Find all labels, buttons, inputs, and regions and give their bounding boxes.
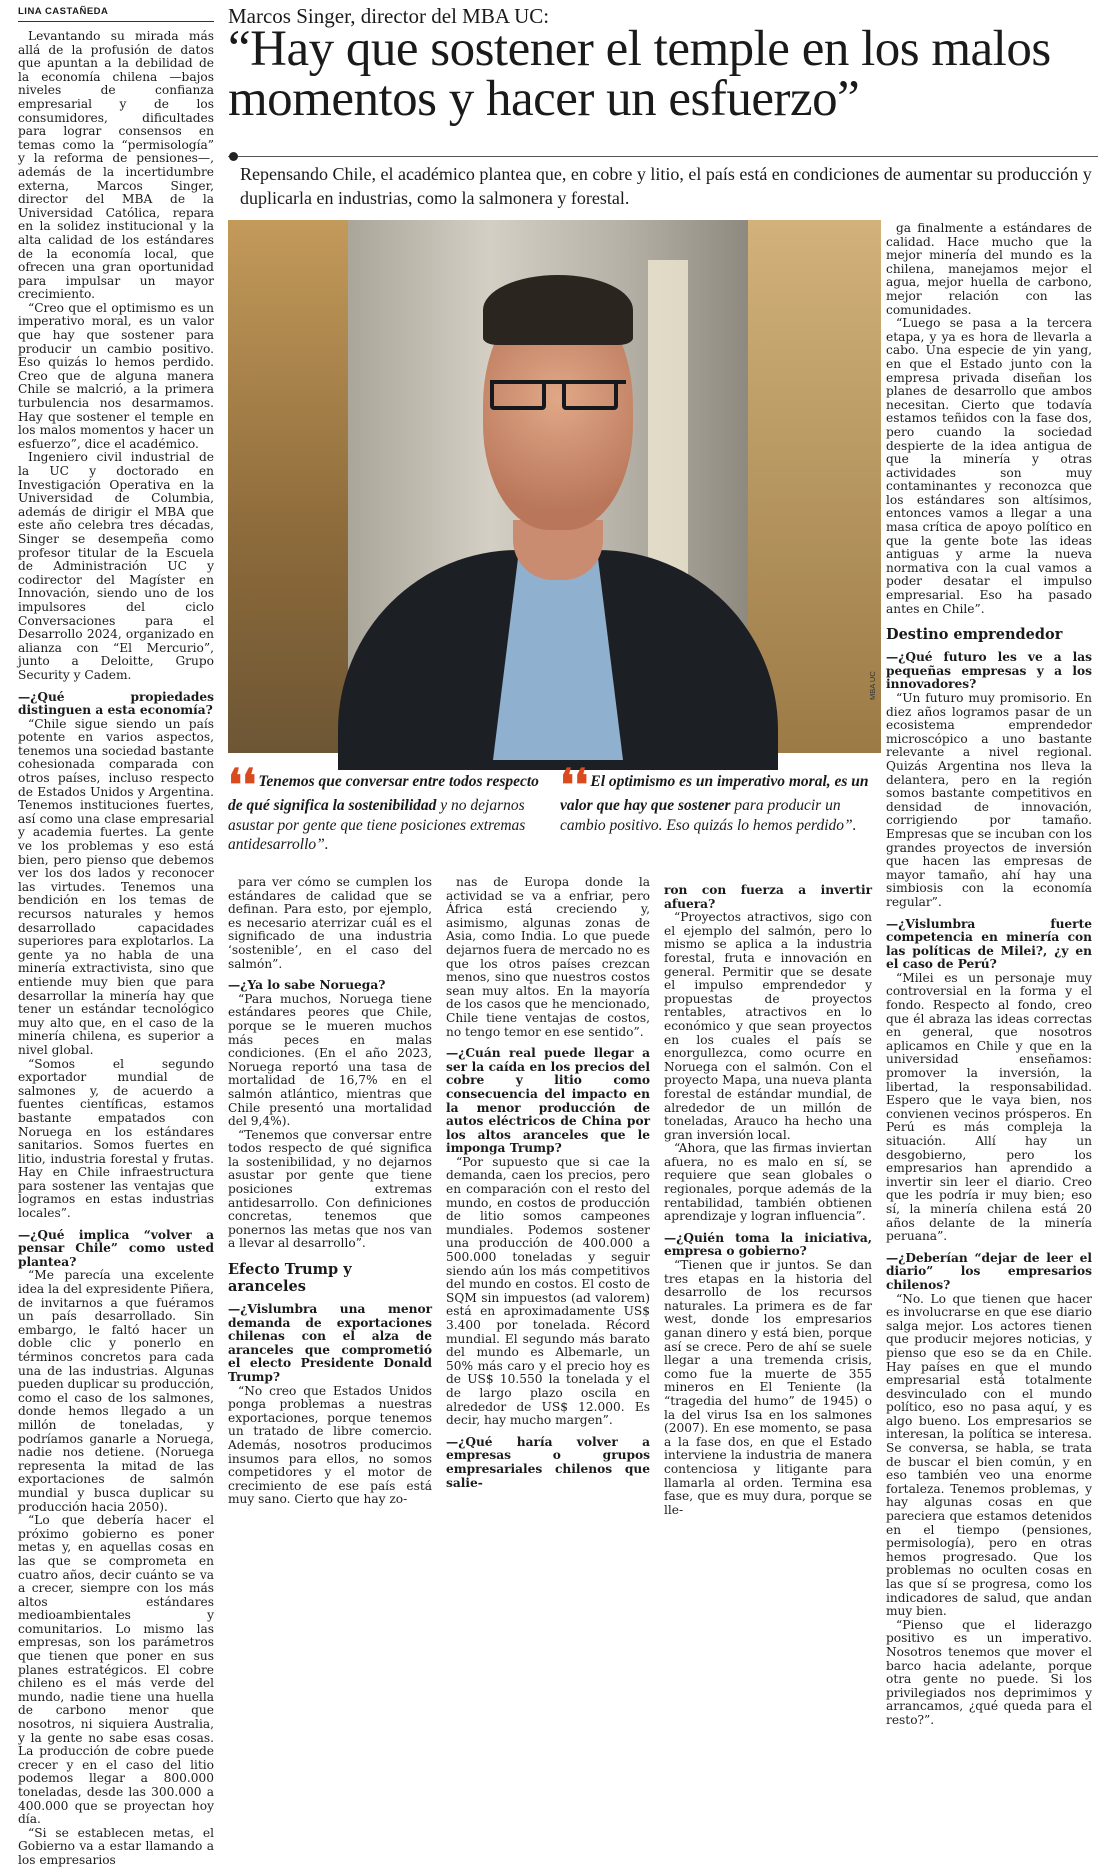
body-paragraph: “Chile sigue siendo un país potente en varios aspectos, tenemos una sociedad bastante cohesionada comparada con otros países, incluso respecto de Estados Unidos y Argentina. Tenemos instituciones fuertes, así como una clase empresarial y academia fuertes. La gente ve los problemas y eso está bien, pero pienso que debemos ver los dos lados y reconocer las virtudes. Tenemos una bendición en los temas de recursos naturales y hemos desarrollado capacidades superiores para explotarlos. La gente ya no habla de una minería extractivista, sino que entiende muy bien que para desarrollar la minería hay que tener un estándar tecnológico muy alto que, en el caso de la minería chilena, es superior a nivel global. xyxy=(18,716,214,1057)
body-paragraph: “Por supuesto que si cae la demanda, caen los precios, pero en comparación con el resto del mundo, en costos de producción de litio somos campeones mundiales. Podemos sostener una producción de 400.000 a 500.000 toneladas y seguir siendo aún los más competitivos del mundo en costos. El costo de SQM sin impuestos (ad valorem) está en aproximadamente US$ 3.400 por tonelada. Récord mundial. El segundo más barato del mundo es Albemarle, un 50% más caro y el precio hoy es de US$ 10.550 la tonelada y el de largo plazo oscila en alrededor de US$ 12.000. Es decir, hay mucho margen”. xyxy=(446,1154,650,1428)
photo-hair xyxy=(483,275,633,345)
interview-question: —¿Qué implica “volver a pensar Chile” como usted plantea? xyxy=(18,1227,214,1269)
bullet-dot-icon xyxy=(229,152,238,161)
pullquote-2-rest: para producir un cambio positivo. Eso quizás lo hemos perdido”. xyxy=(560,797,857,834)
dek: Repensando Chile, el académico plantea que, en cobre y litio, el país está en condiciones de aumentar su producción y duplicarla en industrias, como la salmonera y forestal. xyxy=(240,164,1092,208)
section-heading: Destino emprendedor xyxy=(886,626,1063,644)
column-3 xyxy=(446,875,650,1490)
interview-question: ron con fuerza a invertir afuera? xyxy=(664,883,872,911)
quote-mark-icon: ❛❛ xyxy=(560,760,589,811)
body-paragraph: “Ahora, que las firmas inviertan afuera, no es malo en sí, se requiere que sean globales o regionales, porque además de la rentabilidad, también obtienen aprendizaje y logran influencia”. xyxy=(664,1141,872,1224)
column-5 xyxy=(886,221,1092,1727)
interview-question: —¿Cuán real puede llegar a ser la caída en los precios del cobre y litio como consecuencia del impacto en la menor producción de autos eléctricos de China por los altos aranceles que le imponga Trump? xyxy=(446,1046,650,1156)
quote-mark-icon: ❛❛ xyxy=(228,760,257,811)
photo-wall-left xyxy=(228,220,348,753)
body-paragraph: “Tenemos que conversar entre todos respecto de qué significa la sostenibilidad, y no dejarnos asustar por gente que tiene posiciones extremas antidesarrollo. Con definiciones concretas, tenemos que ponernos las metas que nos van a llevar al desarrollo”. xyxy=(228,1127,432,1251)
body-paragraph: “Pienso que el liderazgo positivo es un imperativo. Nosotros tenemos que mover el barco hacia adelante, porque otra gente no puede. Si los privilegiados nos deprimimos y arrancamos, ¿qué queda para el resto?”. xyxy=(886,1617,1092,1727)
body-paragraph: “Tienen que ir juntos. Se dan tres etapas en la historia del desarrollo de los recursos naturales. La primera es de far west, donde los empresarios ganan dinero y está bien, porque así se crece. Pero de ahí se suele llegar a una tremenda crisis, como fue la muerte de 355 mineros en El Teniente (la “tragedia del humo” de 1945) o la del virus Isa en los salmones (2007). En ese momento, se pasa a la fase dos, en que el Estado interviene la industria de manera contenciosa y litigante para llamarla al orden. Termina esa fase, que es muy dura, porque se lle- xyxy=(664,1258,872,1517)
section-heading: Efecto Trump y aranceles xyxy=(228,1261,352,1296)
interview-question: —¿Qué propiedades distinguen a esta economía? xyxy=(18,689,214,718)
byline: LINA CASTAÑEDA xyxy=(18,6,109,17)
body-paragraph: “Somos el segundo exportador mundial de salmones y, de acuerdo a fuentes científicas, estamos bastante empatados con Noruega en los estándares sanitarios. Somos fuertes en litio, industria forestal y frutas. Hay en Chile infraestructura para sostener las ventajas que logramos en estas industrias locales”. xyxy=(18,1056,214,1221)
pullquote-1-rest: y no dejarnos asustar por gente que tiene posiciones extremas antidesarrollo”. xyxy=(228,797,526,853)
body-paragraph: “Para muchos, Noruega tiene estándares peores que Chile, porque se le mueren muchos más peces en malas condiciones. (En el año 2023, Noruega reportó una tasa de mortalidad de 16,7% en el salmón atlántico, mientras que Chile presentó una mortalidad del 9,4%). xyxy=(228,991,432,1129)
body-paragraph: “Milei es un personaje muy controversial en la forma y el fondo. Respecto al fondo, creo que él abraza las ideas correctas en general, que nosotros aplicamos en Chile y que en la universidad enseñamos: promover la inversión, la libertad, la responsabilidad. Espero que le vaya bien, nos convienen vecinos prósperos. En Perú es más compleja la situación. Allí hay un desgobierno, pero los empresarios han aprendido a invertir sin leer el diario. Creo que les podría ir muy bien; eso sí, la minería chilena está 20 años delante de la minería peruana”. xyxy=(886,970,1092,1244)
byline-rule xyxy=(18,21,214,22)
body-paragraph: nas de Europa donde la actividad se va a enfriar, pero África está creciendo y, asimismo, algunas zonas de Asia, como India. Lo que puede dejarnos fuera de mercado no es que los otros países crezcan menos, sino que nuestros costos sean muy altos. En la mayoría de los casos que he mencionado, Chile tiene ventajas de costos, no tengo temor en ese sentido”. xyxy=(446,875,650,1039)
column-1 xyxy=(18,29,214,1867)
interview-question: —¿Quién toma la iniciativa, empresa o gobierno? xyxy=(664,1230,872,1259)
body-paragraph: “Lo que debería hacer el próximo gobierno es poner metas y, en aquellas cosas en las que se comprometa en cuatro años, decir cuánto se va a crecer, siempre con los más altos estándares medioambientales y comunitarios. Lo mismo las empresas, son los parámetros que tienen que poner en sus planes estratégicos. El cobre chileno es el más verde del mundo, nadie tiene una huella de carbono menor que nosotros, ni siquiera Australia, y la gente no sabe esas cosas. La producción de cobre puede crecer y en el caso del litio podemos llegar a 800.000 toneladas, desde las 300.000 a 400.000 que se proyectan hoy día. xyxy=(18,1513,214,1827)
body-paragraph: para ver cómo se cumplen los estándares de calidad que se definan. Para esto, por ejemplo, es necesario aterrizar cuál es el significado de una industria ‘sostenible’, en el caso del salmón”. xyxy=(228,875,432,971)
body-paragraph: “Si se establecen metas, el Gobierno va a estar llamando a los empresarios xyxy=(18,1825,214,1867)
body-paragraph: “Creo que el optimismo es un imperativo moral, es un valor que hay que sostener para producir un cambio positivo. Eso quizás lo hemos perdido. Creo que de alguna manera Chile se malcrió, a la primera turbulencia nos desarmamos. Hay que sostener el temple en los malos momentos y hacer un esfuerzo”, dice el académico. xyxy=(18,300,214,451)
column-2 xyxy=(228,875,432,1507)
portrait-photo xyxy=(228,220,881,753)
interview-question: —¿Deberían “dejar de leer el diario” los empresarios chilenos? xyxy=(886,1250,1092,1292)
body-paragraph: “Un futuro muy promisorio. En diez años logramos pasar de un ecosistema emprendedor microscópico a uno bastante relevante a nivel regional. Quizás Argentina nos lleva la delantera, pero en la región somos bastante competitivos en densidad de innovación, corrigiendo por tamaño. Empresas que se incuban con los grandes proyectos de inversión que hacen las empresas de mayor tamaño, ahí hay una simbiosis con la economía regular”. xyxy=(886,691,1092,909)
kicker: Marcos Singer, director del MBA UC: xyxy=(228,4,550,28)
headline: “Hay que sostener el temple en los malos momentos y hacer un esfuerzo” xyxy=(228,21,1051,127)
interview-question: —¿Vislumbra una menor demanda de exportaciones chilenas con el alza de aranceles que comprometió el electo Presidente Donald Trump? xyxy=(228,1302,432,1384)
body-paragraph: “Me parecía una excelente idea la del expresidente Piñera, de invitarnos a que fuéramos un país desarrollado. Sin embargo, le faltó hacer un doble clic y ponerlo en términos concretos para cada una de las industrias. Algunas pueden duplicar su producción, como el caso de los salmones, donde hemos llegado a un millón de toneladas, y podríamos ganarle a Noruega, nadie nos detiene. (Noruega representa la mitad de las exportaciones de salmón mundial y busca duplicar su producción hacia 2050). xyxy=(18,1268,214,1514)
interview-question: —¿Ya lo sabe Noruega? xyxy=(228,978,386,993)
interview-question: —¿Vislumbra fuerte competencia en minería con las políticas de Milei?, ¿y en el caso de Perú? xyxy=(886,916,1092,972)
body-paragraph: “No. Lo que tienen que hacer es involucrarse en que ese diario salga mejor. Los actores tienen que producir mejores noticias, y pienso que eso se da en Chile. Hay países en que el mundo empresarial está totalmente desvinculado con el mundo político, eso no pasa aquí, y es algo bueno. Los empresarios se interesan, la política se interesa. Se conversa, se habla, se trata de buscar el bien común, y en eso también veo una enorme fortaleza. Tenemos problemas, y hay algunas cosas en que pareciera que estamos detenidos en el tiempo (pensiones, permisología), pero en otras hemos progresado. Que los problemas no oculten cosas en las que sí se progresa, como los indicadores de salud, que andan muy bien. xyxy=(886,1291,1092,1619)
photo-glasses xyxy=(490,380,626,410)
pullquote-1-bold: Tenemos que conversar entre todos respecto de qué significa la sostenibilidad xyxy=(228,773,539,814)
body-paragraph: “No creo que Estados Unidos ponga problemas a nuestras exportaciones, porque tenemos un tratado de libre comercio. Además, nosotros producimos insumos para ellos, no somos competidores y el motor de crecimiento de ese país está muy sano. Cierto que hay zo- xyxy=(228,1383,432,1507)
pullquote-1 xyxy=(228,760,544,855)
pullquote-2-bold: El optimismo es un imperativo moral, es un valor que hay que sostener xyxy=(560,773,869,814)
interview-question: —¿Qué haría volver a empresas o grupos empresariales chilenos que salie- xyxy=(446,1434,650,1490)
body-paragraph: Levantando su mirada más allá de la profusión de datos que apuntan a la debilidad de la economía chilena —bajos niveles de confianza empresarial y de los consumidores, dificultades para lograr consensos en temas como la “permisología” y la reforma de pensiones—, además de la incertidumbre externa, Marcos Singer, director del MBA de la Universidad Católica, repara en la solidez institucional y la alta calidad de los estándares de la economía local, que ofrecen una gran oportunidad para impulsar un mayor crecimiento. xyxy=(18,29,214,302)
dek-rule xyxy=(228,156,1098,157)
body-paragraph: Ingeniero civil industrial de la UC y doctorado en Investigación Operativa en la Universidad de Columbia, además de dirigir el MBA que este año celebra tres décadas, Singer se desempeña como profesor titular de la Escuela de Administración UC y codirector del Magíster en Innovación, siendo uno de los impulsores del ciclo Conversaciones para el Desarrollo 2024, organizado en alianza con “El Mercurio”, junto a Deloitte, Grupo Security y Cadem. xyxy=(18,450,214,682)
body-paragraph: “Proyectos atractivos, sigo con el ejemplo del salmón, pero lo mismo se aplica a la industria forestal, fruta e innovación en general. Permitir que se desate el impulso emprendedor y propuestas de proyectos rentables, atractivos en lo económico y que sean proyectos en los cuales el país se enorgullezca, como ocurre en Noruega con el salmón. Con el proyecto Mapa, una nueva planta forestal de estándar mundial, de alrededor de un millón de toneladas, Arauco ha hecho una gran inversión local. xyxy=(664,910,872,1142)
body-paragraph: “Luego se pasa a la tercera etapa, y ya es hora de llevarla a cabo. Una especie de yin yang, en que el Estado junto con la empresa privada diseñan los planes de desarrollo que ambos necesitan. Cierto que todavía estamos teñidos con la fase dos, pero cuando la sociedad despierte de la idea antigua de que la minería y otras actividades son muy contaminantes y reconozca que los estándares son altísimos, entonces vamos a llegar a una masa crítica de apoyo político en que la gente bote las ideas antiguas y arme la nueva normativa con la cual vamos a poder desatar el impulso empresarial. Eso ha pasado antes en Chile”. xyxy=(886,316,1092,616)
interview-question: —¿Qué futuro les ve a las pequeñas empresas y a los innovadores? xyxy=(886,650,1092,692)
pullquote-2 xyxy=(560,760,870,835)
body-paragraph: ga finalmente a estándares de calidad. Hace mucho que la mejor minería del mundo es la chilena, manejamos mejor el agua, mejor huella de carbono, mejor relación con las comunidades. xyxy=(886,221,1092,317)
column-4 xyxy=(664,876,872,1517)
photo-credit: MBA UC xyxy=(868,671,877,700)
